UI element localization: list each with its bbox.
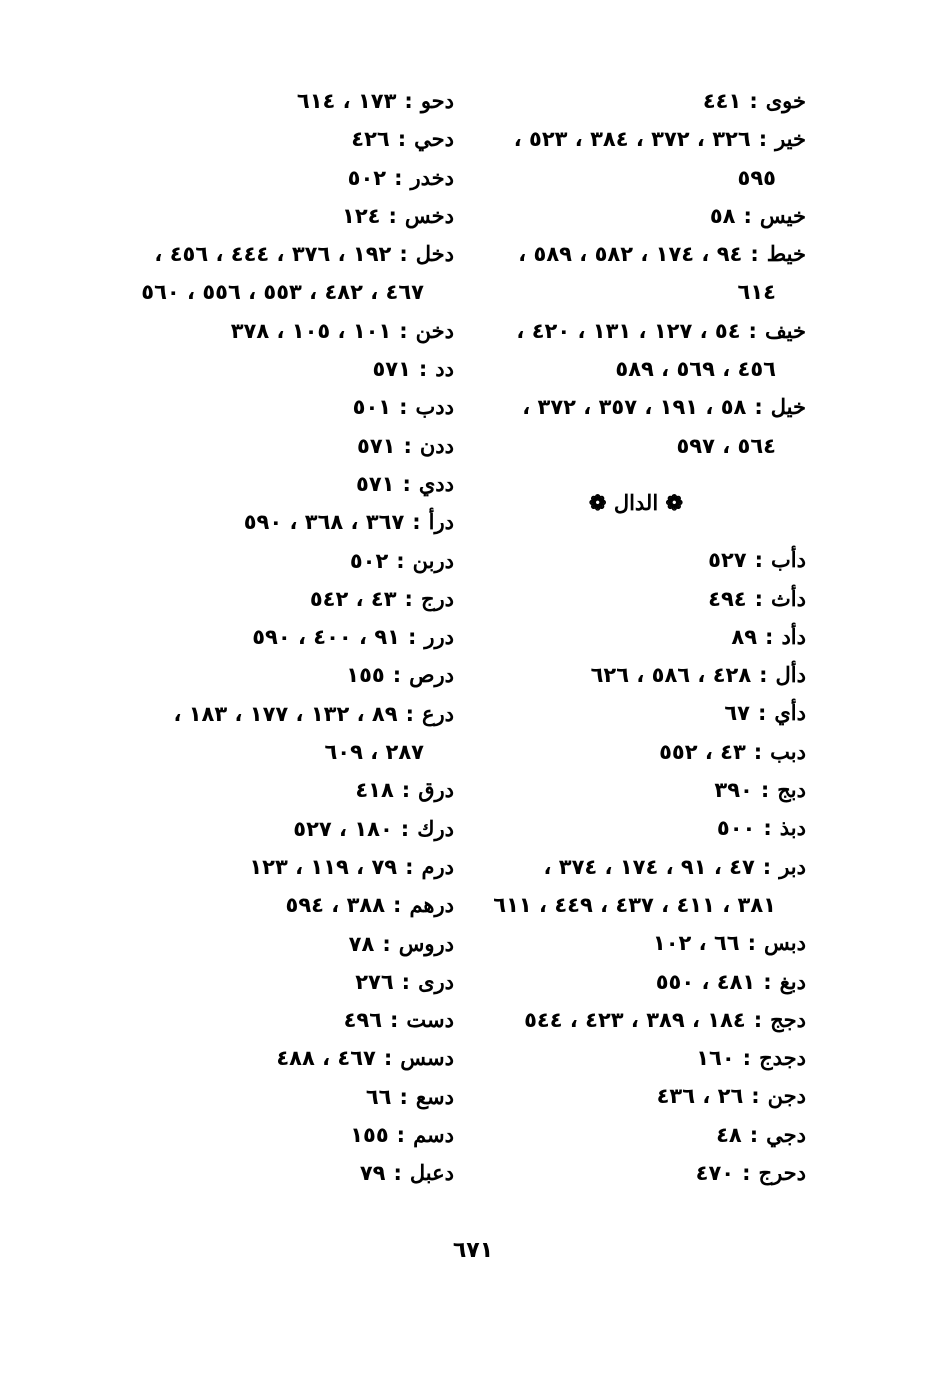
right-column (466, 82, 806, 1192)
entry-pages-continued: ٥٩٥ (737, 165, 776, 190)
entry-pages: ١٨٠ ، ٥٢٧ (293, 816, 393, 841)
index-entry (114, 1001, 454, 1039)
entry-separator: : (763, 816, 772, 841)
entry-pages: ٨٩ ، ١٣٢ ، ١٧٧ ، ١٨٣ ، (173, 701, 398, 726)
entry-word: خوى (765, 88, 806, 113)
index-entry (466, 120, 806, 197)
entry-pages: ٤٧٠ (695, 1161, 735, 1186)
entry-separator: : (754, 395, 763, 420)
index-entry (466, 235, 806, 312)
entry-word: دحي (414, 126, 454, 152)
entry-pages: ١٩٢ ، ٣٧٦ ، ٤٤٤ ، ٤٥٦ ، (154, 242, 392, 267)
entry-word: دبب (770, 738, 806, 764)
entry-pages-continued: ٤٥٦ ، ٥٦٩ ، ٥٨٩ (615, 357, 776, 382)
index-entry (114, 465, 454, 503)
index-entry (466, 1001, 806, 1039)
entry-pages: ٥٠٢ (347, 165, 387, 190)
index-entry (114, 235, 454, 312)
index-entry (466, 388, 806, 465)
entry-pages: ٤٣ ، ٥٥٢ (659, 739, 746, 764)
entry-separator: : (401, 969, 411, 994)
entry-word: دبغ (779, 968, 806, 994)
entry-separator: : (742, 1046, 752, 1071)
index-entry (114, 542, 454, 580)
entry-word: دربن (412, 547, 454, 573)
entry-word: دعبل (409, 1160, 454, 1186)
entry-pages: ٥٠٠ (716, 816, 756, 841)
entry-separator: : (404, 586, 413, 611)
entry-word: دبذ (779, 815, 806, 841)
entry-pages: ١٦٠ (696, 1046, 735, 1071)
entry-separator: : (392, 663, 402, 688)
entry-word: درر (424, 624, 454, 650)
entry-separator: : (762, 854, 772, 879)
entry-separator: : (750, 242, 759, 267)
entry-pages: ٩٤ ، ١٧٤ ، ٥٨٢ ، ٥٨٩ ، (518, 242, 743, 267)
entry-pages: ١٨٤ ، ٣٨٩ ، ٤٢٣ ، ٥٤٤ (524, 1007, 746, 1032)
index-entry (114, 580, 454, 618)
entry-word: خير (775, 126, 806, 152)
entry-word: دأث (771, 585, 806, 611)
entry-word: دست (406, 1007, 454, 1033)
entry-word: دأب (771, 547, 806, 573)
entry-separator: : (749, 89, 758, 113)
entry-pages: ٧٩ (359, 1161, 386, 1186)
entry-separator: : (765, 624, 774, 649)
entry-separator: : (742, 1161, 751, 1186)
entry-separator: : (760, 778, 770, 803)
entry-pages: ٣٩٠ (714, 778, 753, 803)
entry-separator: : (399, 395, 408, 420)
entry-pages: ٥٤ ، ١٢٧ ، ١٣١ ، ٤٢٠ ، (516, 318, 741, 343)
index-entry (466, 694, 806, 732)
entry-pages: ٧٩ ، ١١٩ ، ١٢٣ (249, 854, 398, 879)
entry-separator: : (405, 701, 414, 726)
index-entry (466, 580, 806, 618)
entry-word: درى (418, 968, 454, 994)
index-entry (114, 1116, 454, 1154)
entry-pages: ٥٨ ، ١٩١ ، ٣٥٧ ، ٣٧٢ ، (522, 395, 747, 420)
index-entry (114, 312, 454, 350)
entry-word: خيس (759, 202, 806, 228)
entry-word: دخدر (410, 164, 454, 190)
entry-pages: ٤٨ (716, 1122, 742, 1147)
entry-separator: : (396, 1123, 406, 1148)
entry-separator: : (418, 357, 428, 382)
index-entry (466, 82, 806, 120)
index-entry (466, 312, 806, 389)
entry-word: دجدج (759, 1045, 806, 1071)
entry-pages: ٢٦ ، ٤٣٦ (656, 1084, 744, 1109)
entry-pages: ٤٩٤ (708, 586, 747, 611)
entry-separator: : (743, 203, 752, 228)
entry-separator: : (405, 854, 414, 879)
entry-pages: ٦٧ (724, 701, 750, 726)
entry-separator: : (393, 1161, 402, 1186)
entry-separator: : (758, 127, 768, 152)
entry-pages-continued: ٦١٤ (737, 280, 776, 305)
index-entry (466, 618, 806, 656)
entry-pages: ٤٨١ ، ٥٥٠ (655, 969, 756, 994)
entry-separator: : (754, 586, 764, 611)
entry-pages: ٥٧١ (356, 471, 395, 496)
entry-separator: : (383, 1046, 393, 1071)
entry-word: درأ (428, 509, 454, 535)
entry-pages: ٤٧ ، ٩١ ، ١٧٤ ، ٣٧٤ ، (543, 854, 755, 879)
entry-word: دبس (764, 930, 806, 956)
entry-separator: : (407, 625, 417, 650)
entry-separator: : (757, 701, 767, 726)
entry-separator: : (390, 1008, 399, 1033)
entry-word: ددي (418, 470, 454, 496)
entry-pages: ١٠١ ، ١٠٥ ، ٣٧٨ (230, 318, 392, 343)
index-entry (466, 1039, 806, 1077)
entry-word: درق (418, 777, 454, 803)
entry-pages: ٥٠٢ (349, 548, 389, 573)
entry-pages: ١٥٥ (346, 663, 385, 688)
entry-word: دخل (415, 241, 454, 267)
index-entry (114, 388, 454, 426)
entry-word: درم (421, 853, 454, 879)
entry-separator: : (388, 203, 397, 228)
index-entry (114, 1154, 454, 1192)
entry-word: دخن (415, 317, 454, 343)
index-entry (114, 503, 454, 541)
entry-pages: ٤٤١ (702, 89, 742, 113)
index-entry (114, 350, 454, 388)
right-entries-before (466, 82, 806, 465)
entry-word: خيل (770, 394, 806, 420)
index-entry (466, 771, 806, 809)
entry-separator: : (412, 510, 421, 535)
entry-pages: ٤٢٦ (351, 127, 390, 152)
entry-pages: ٤٢٨ ، ٥٨٦ ، ٦٢٦ (590, 663, 752, 688)
entry-pages: ٥٨ (709, 203, 736, 228)
entry-separator: : (763, 969, 772, 994)
entry-word: خيط (766, 241, 806, 267)
entry-separator: : (399, 242, 408, 267)
section-heading: ❁ الدال ❁ (588, 489, 684, 515)
left-column (114, 82, 454, 1193)
entry-separator: : (394, 165, 403, 190)
index-entry (114, 159, 454, 197)
entry-separator: : (397, 127, 407, 152)
entry-pages: ٣٨٨ ، ٥٩٤ (285, 893, 386, 918)
entry-pages: ٥٢٧ (708, 548, 747, 573)
entry-pages: ٤٣ ، ٥٤٢ (309, 586, 397, 611)
entry-pages: ١٥٥ (350, 1123, 389, 1148)
entry-word: دد (435, 356, 454, 382)
entry-pages-continued: ٥٦٤ ، ٥٩٧ (676, 433, 776, 458)
entry-word: دجج (770, 1006, 806, 1032)
index-entry (114, 618, 454, 656)
entry-word: دحو (420, 88, 454, 113)
index-entry (114, 810, 454, 848)
index-entry (466, 1116, 806, 1154)
entry-separator: : (747, 931, 757, 956)
index-entry (114, 848, 454, 886)
entry-word: دبر (779, 853, 806, 879)
entry-pages: ١٧٣ ، ٦١٤ (296, 89, 397, 113)
entry-word: درك (417, 815, 454, 841)
index-entry (466, 733, 806, 771)
entry-separator: : (403, 433, 412, 458)
entry-pages: ١٢٤ (342, 203, 381, 228)
entry-separator: : (751, 1084, 760, 1109)
index-entry (114, 886, 454, 924)
entry-word: دحرج (758, 1160, 806, 1186)
entry-separator: : (759, 663, 768, 688)
index-entry (114, 427, 454, 465)
entry-separator: : (402, 471, 411, 496)
entry-word: دروس (398, 930, 454, 956)
entry-word: دأل (775, 662, 806, 688)
entry-word: دخس (404, 202, 454, 228)
index-entry (466, 656, 806, 694)
index-entry (114, 771, 454, 809)
entry-separator: : (382, 931, 391, 956)
entry-pages: ٣٢٦ ، ٣٧٢ ، ٣٨٤ ، ٥٢٣ ، (513, 127, 751, 152)
entry-pages: ٦٦ (365, 1084, 392, 1109)
index-entry (466, 924, 806, 962)
index-entry (114, 925, 454, 963)
entry-pages: ٤٩٦ (343, 1008, 383, 1033)
entry-separator: : (754, 548, 764, 573)
index-entry (466, 1077, 806, 1115)
entry-pages: ٦٦ ، ١٠٢ (652, 931, 740, 956)
entry-word: درج (420, 585, 454, 611)
entry-pages: ٤٦٧ ، ٤٨٨ (276, 1046, 376, 1071)
page-number: ٦٧١ (452, 1238, 494, 1263)
entry-separator: : (396, 548, 405, 573)
index-entry (114, 82, 454, 120)
entry-pages: ٤١٨ (355, 778, 394, 803)
entry-word: ددب (415, 394, 454, 420)
index-entry (466, 1154, 806, 1192)
entry-word: دسع (415, 1083, 454, 1109)
entry-word: دأد (781, 623, 806, 649)
entry-separator: : (399, 1084, 408, 1109)
entry-pages: ٨٩ (731, 624, 758, 649)
entry-pages: ٣٦٧ ، ٣٦٨ ، ٥٩٠ (243, 510, 405, 535)
entry-word: ددن (419, 432, 454, 458)
index-entry (114, 695, 454, 772)
entry-pages: ٥٠١ (352, 395, 392, 420)
entry-pages-continued: ٤٦٧ ، ٤٨٢ ، ٥٥٣ ، ٥٥٦ ، ٥٦٠ (141, 280, 424, 305)
entry-pages-continued: ٢٨٧ ، ٦٠٩ (324, 740, 424, 765)
entry-separator: : (749, 1122, 759, 1147)
index-entry (114, 1039, 454, 1077)
index-entry (114, 1078, 454, 1116)
entry-separator: : (748, 318, 757, 343)
entry-separator: : (393, 893, 402, 918)
entry-word: دأي (774, 700, 806, 726)
index-entry (466, 541, 806, 579)
entry-pages: ٢٧٦ (355, 969, 394, 994)
index-entry (466, 197, 806, 235)
left-entries (114, 82, 454, 1193)
index-entry (114, 120, 454, 158)
entry-word: درهم (409, 892, 454, 918)
entry-separator: : (404, 89, 413, 113)
entry-word: درص (409, 662, 454, 688)
entry-word: درع (421, 700, 454, 726)
entry-separator: : (753, 739, 763, 764)
index-entry (114, 656, 454, 694)
entry-pages: ٩١ ، ٤٠٠ ، ٥٩٠ (252, 625, 400, 650)
entry-separator: : (401, 778, 411, 803)
entry-word: خيف (764, 317, 806, 343)
entry-separator: : (400, 816, 410, 841)
index-entry (114, 963, 454, 1001)
entry-word: دبج (777, 777, 806, 803)
index-entry (114, 197, 454, 235)
entry-word: دسس (400, 1045, 454, 1071)
right-entries-after (466, 541, 806, 1192)
index-entry (466, 809, 806, 847)
entry-separator: : (753, 1007, 763, 1032)
entry-pages: ٧٨ (348, 931, 375, 956)
entry-separator: : (399, 318, 408, 343)
entry-word: دجن (767, 1083, 806, 1109)
entry-word: دسم (413, 1122, 454, 1148)
index-entry (466, 963, 806, 1001)
entry-pages: ٥٧١ (372, 357, 411, 382)
entry-pages: ٥٧١ (357, 433, 396, 458)
entry-word: دجي (766, 1121, 806, 1147)
index-entry (466, 848, 806, 925)
entry-pages-continued: ٣٨١ ، ٤١١ ، ٤٣٧ ، ٤٤٩ ، ٦١١ (493, 892, 776, 917)
